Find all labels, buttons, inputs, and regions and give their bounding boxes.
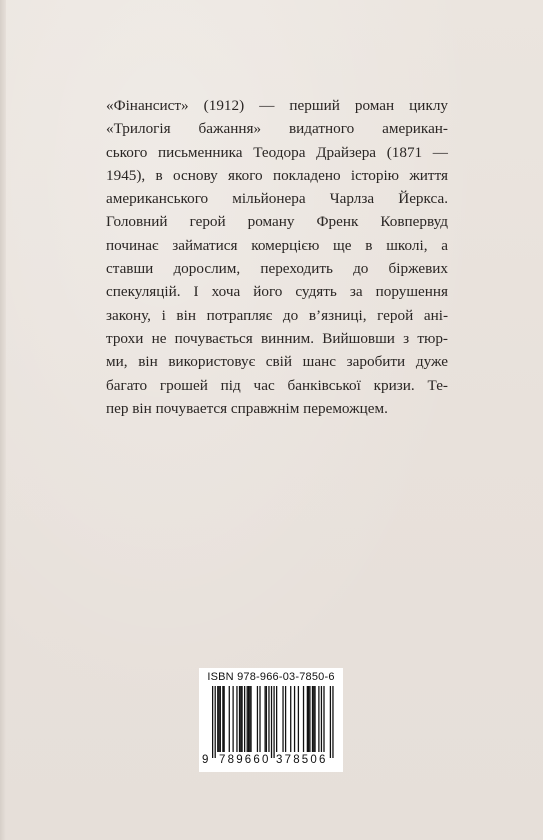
barcode-bar — [218, 686, 219, 752]
description-line-14: пер він почувается справжнім переможцем. — [106, 399, 388, 417]
barcode-guard-bar — [273, 686, 274, 758]
barcode-bar — [266, 686, 267, 752]
barcode-bar — [285, 686, 286, 752]
barcode-guard-bar — [330, 686, 331, 758]
barcode-bar — [250, 686, 251, 752]
barcode-bar — [222, 686, 223, 752]
barcode-guard-bar — [271, 686, 272, 758]
barcode-bar — [257, 686, 258, 752]
barcode-bar — [217, 686, 218, 752]
barcode-guard-bar — [332, 686, 333, 758]
barcode-bar — [294, 686, 295, 752]
description-line-4: 1945), в основу якого покладено історію життя — [106, 166, 448, 184]
barcode-bar — [308, 686, 309, 752]
description-line-8: ставши дорослим, переходить до біржевих — [106, 260, 448, 278]
barcode-bar — [244, 686, 245, 752]
barcode-bar — [224, 686, 225, 752]
barcode-bar — [290, 686, 291, 752]
description-line-9: спекуляцій. І хоча його судять за порушення — [106, 283, 448, 301]
description-line-5: американського мільйонера Чарлза Йеркса. — [106, 190, 448, 208]
barcode-bar — [313, 686, 314, 752]
barcode-bar — [264, 686, 265, 752]
barcode-bar — [241, 686, 242, 752]
barcode-bar — [232, 686, 233, 752]
barcode-bar — [259, 686, 260, 752]
barcode-bar — [321, 686, 322, 752]
barcode-bar — [318, 686, 319, 752]
barcode-bar — [323, 686, 324, 752]
barcode-bar — [268, 686, 269, 752]
description-line-7: починає займатися комерцією ще в школі, а — [106, 236, 448, 254]
isbn-number: ISBN 978-966-03-7850-6 — [207, 671, 335, 683]
description-line-11: трохи не почувається винним. Вийшовши з тюр- — [106, 329, 448, 347]
description-line-10: закону, і він потрапляє до в’язниці, герой ані- — [106, 306, 448, 324]
description-line-2: «Трилогія бажання» видатного американ- — [106, 120, 448, 138]
description-line-6: Головний герой роману Френк Ковпервуд — [106, 213, 448, 231]
barcode-bar — [282, 686, 283, 752]
ean-left-group: 789660 — [219, 754, 271, 766]
barcode-bar — [229, 686, 230, 752]
ean-first-digit: 9 — [202, 754, 209, 766]
barcode-bar — [314, 686, 315, 752]
barcode-bar — [236, 686, 237, 752]
barcode-bar — [307, 686, 308, 752]
description-line-13: багато грошей під час банківської кризи. Те- — [106, 376, 448, 394]
description-line-12: ми, він використовує свій шанс заробити дуже — [106, 353, 448, 371]
barcode-bar — [309, 686, 310, 752]
description-line-1: «Фінансист» (1912) — перший роман циклу — [106, 97, 448, 114]
barcode-bar — [240, 686, 241, 752]
barcode-bar — [303, 686, 304, 752]
ean-digits — [199, 754, 343, 770]
spine-edge — [0, 0, 6, 840]
ean-right-group: 378506 — [276, 754, 328, 766]
barcode-bar — [220, 686, 221, 752]
isbn-barcode — [199, 668, 343, 772]
barcode-bar — [312, 686, 313, 752]
barcode-bar — [249, 686, 250, 752]
barcode-bar — [239, 686, 240, 752]
book-description — [106, 94, 448, 420]
barcode-bar — [248, 686, 249, 752]
barcode-bar — [276, 686, 277, 752]
barcode-bar — [298, 686, 299, 752]
description-line-3: ського письменника Теодора Драйзера (1871 — — [106, 143, 448, 161]
barcode-bar — [247, 686, 248, 752]
barcode-guard-bar — [212, 686, 213, 758]
barcode-guard-bar — [215, 686, 216, 758]
